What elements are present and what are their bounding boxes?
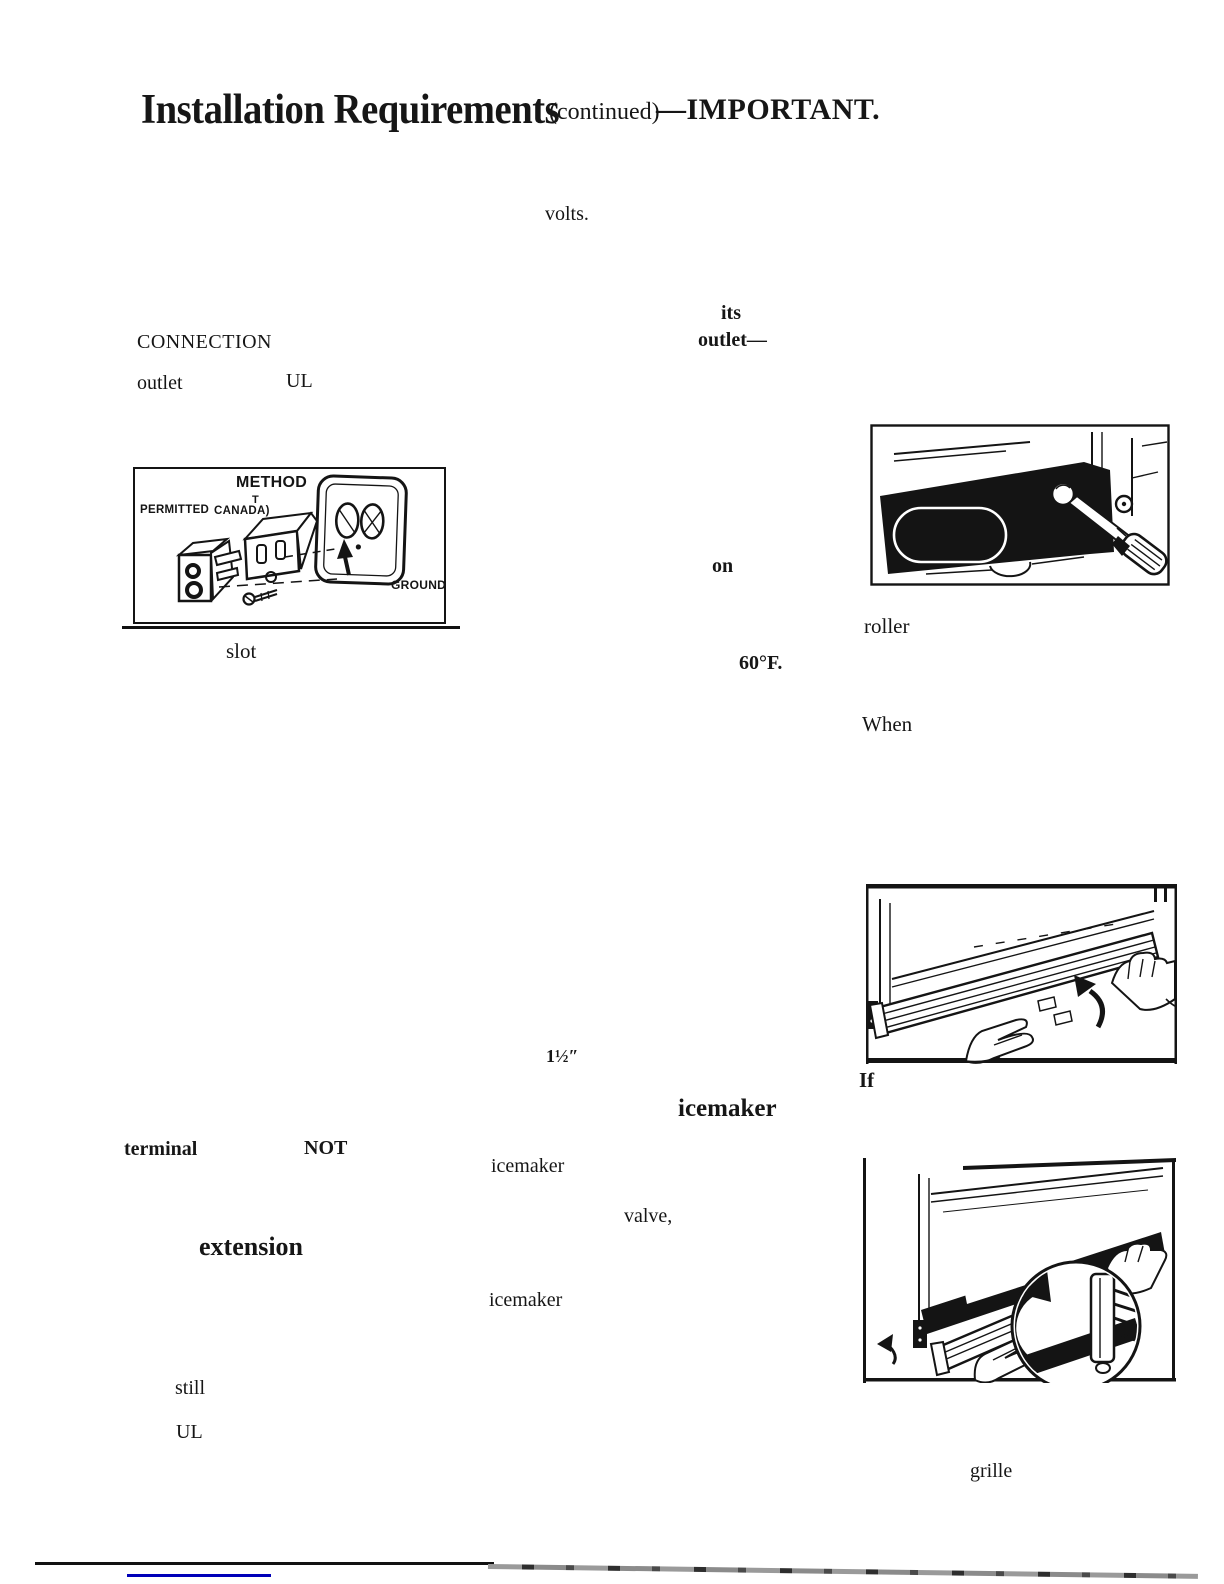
base-grille-remove-illustration	[863, 1148, 1176, 1383]
text-volts: volts.	[545, 203, 589, 225]
left-arrow	[877, 1334, 895, 1364]
base-grille-install-illustration	[866, 883, 1177, 1065]
text-ul-1: UL	[286, 370, 313, 392]
label-ground: GROUND	[391, 578, 447, 592]
text-grille: grille	[970, 1460, 1013, 1482]
text-ul-2: UL	[176, 1421, 203, 1443]
text-60f: 60°F.	[739, 652, 783, 674]
outlet-plate	[315, 475, 407, 584]
left-hand	[966, 1019, 1033, 1063]
label-canada: CANADA)	[214, 505, 270, 517]
text-not: NOT	[304, 1137, 348, 1159]
text-extension: extension	[199, 1232, 303, 1261]
text-icemaker-bold: icemaker	[678, 1095, 777, 1122]
up-arrow	[1074, 975, 1103, 1027]
text-if: If	[859, 1068, 875, 1092]
text-connection: CONNECTION	[137, 331, 272, 353]
text-still: still	[175, 1377, 206, 1399]
text-icemaker-2: icemaker	[491, 1155, 565, 1177]
label-permitted: PERMITTED	[140, 504, 210, 516]
text-slot: slot	[226, 639, 257, 663]
text-terminal: terminal	[124, 1138, 198, 1160]
plug-diagram-underline	[122, 626, 460, 629]
label-t: T	[252, 494, 260, 506]
text-outlet: outlet	[137, 372, 183, 394]
screw	[244, 590, 278, 605]
text-icemaker-3: icemaker	[489, 1289, 563, 1311]
page-title: Installation Requirements	[141, 87, 560, 133]
page-title-important: —IMPORTANT.	[656, 93, 881, 126]
appliance-plug	[179, 539, 241, 601]
scan-artifact-line	[488, 1564, 1198, 1579]
ground-plug-drawing	[135, 469, 447, 622]
text-when: When	[862, 712, 913, 736]
text-inch: 1½″	[546, 1046, 579, 1066]
adapter-plug	[245, 513, 317, 582]
text-on: on	[712, 555, 734, 577]
text-roller: roller	[864, 614, 910, 638]
label-method: METHOD	[236, 474, 308, 491]
text-its: its	[721, 302, 741, 324]
page-title-continued: (continued)	[549, 99, 660, 125]
footer-rule	[35, 1562, 494, 1565]
text-valve: valve,	[624, 1205, 673, 1227]
footer-blue-underline	[127, 1574, 271, 1577]
roller-adjustment-illustration	[870, 424, 1170, 586]
text-outlet-em: outlet—	[698, 329, 767, 351]
